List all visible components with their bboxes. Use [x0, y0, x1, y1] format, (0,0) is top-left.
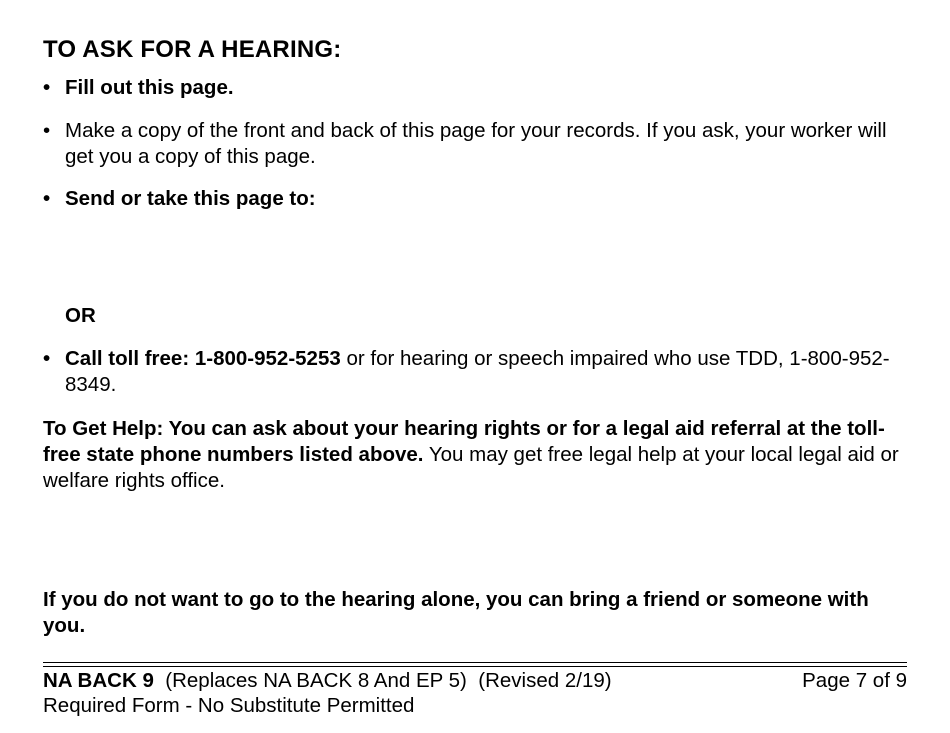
- bring-friend-note: If you do not want to go to the hearing alone, you can bring a friend or someone with you.: [43, 588, 869, 637]
- bullet-text: Fill out this page.: [65, 76, 234, 99]
- bullet-icon: •: [43, 187, 51, 210]
- bullet-icon: •: [43, 119, 51, 142]
- or-label: OR: [65, 304, 96, 327]
- phone-number: Call toll free: 1-800-952-5253: [65, 347, 341, 370]
- replaces-note: (Replaces NA BACK 8 And EP 5): [165, 669, 467, 692]
- bullet-text: Send or take this page to:: [65, 187, 316, 210]
- bullet-fill-out: [43, 75, 913, 101]
- required-form-note: Required Form - No Substitute Permitted: [43, 694, 415, 717]
- bullet-make-copy: [43, 118, 913, 170]
- footer-form-info: [43, 668, 907, 694]
- get-help-normal: You may get free legal help at your local legal aid or welfare rights office.: [43, 443, 899, 492]
- form-code: NA BACK 9: [43, 669, 154, 692]
- revised-date: (Revised 2/19): [478, 669, 612, 692]
- bullet-icon: •: [43, 76, 51, 99]
- bullet-call-toll-free: [43, 346, 913, 398]
- get-help-bold: To Get Help: You can ask about your hearing rights or for a legal aid referral at the toll-free state phone numbers listed above.: [43, 417, 885, 466]
- page-number: Page 7 of 9: [802, 669, 907, 692]
- bullet-text: [65, 346, 913, 398]
- page-heading: TO ASK FOR A HEARING:: [43, 36, 342, 63]
- bullet-icon: •: [43, 347, 51, 370]
- bullet-send-or-take: [43, 186, 913, 212]
- get-help-paragraph: [43, 416, 913, 494]
- footer-divider-top: [43, 662, 907, 663]
- bullet-text: Make a copy of the front and back of this page for your records. If you ask, your worker will get you a copy of this page.: [65, 119, 887, 168]
- tdd-info: or for hearing or speech impaired who use TDD, 1-800-952-8349.: [65, 347, 890, 396]
- footer-divider-bottom: [43, 666, 907, 667]
